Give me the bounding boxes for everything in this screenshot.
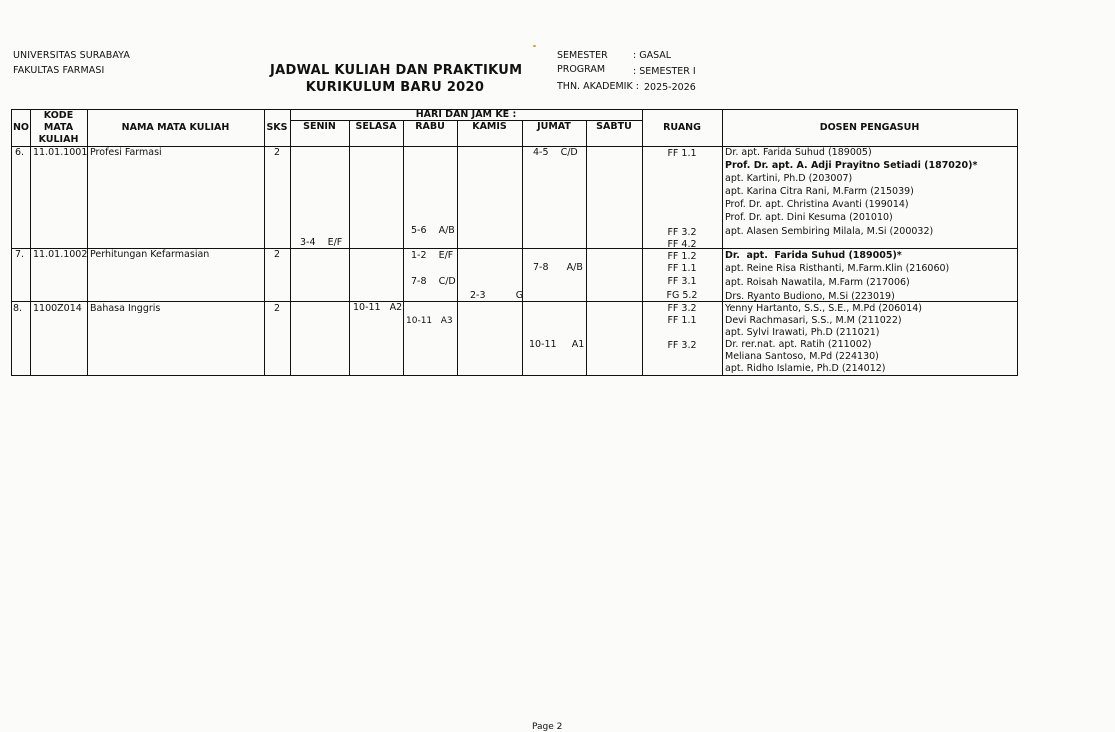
lecturer-name: Dr. apt. Farida Suhud (189005)* <box>725 250 902 261</box>
row-no: 7. <box>15 249 25 260</box>
header-sks: SKS <box>266 122 288 133</box>
header-dosen: DOSEN PENGASUH <box>819 122 920 133</box>
col-line <box>349 120 350 376</box>
row-jumat: 7-8 A/B <box>533 262 583 273</box>
col-line <box>290 109 291 376</box>
lecturer-name: apt. Sylvi Irawati, Ph.D (211021) <box>725 327 880 338</box>
page-title: JADWAL KULIAH DAN PRAKTIKUM <box>270 63 523 78</box>
row-ruang: FF 1.1 <box>667 148 697 159</box>
row-nama: Profesi Farmasi <box>90 147 162 158</box>
row-no: 6. <box>15 147 25 158</box>
header-jumat: JUMAT <box>537 121 571 132</box>
semester-label: SEMESTER <box>557 50 608 61</box>
lecturer-name: Meliana Santoso, M.Pd (224130) <box>725 351 879 362</box>
lecturer-name: apt. Roisah Nawatila, M.Farm (217006) <box>725 277 910 288</box>
lecturer-name: Dr. rer.nat. apt. Ratih (211002) <box>725 339 872 350</box>
lecturer-name: Drs. Ryanto Budiono, M.Si (223019) <box>725 291 895 302</box>
col-line <box>586 120 587 376</box>
lecturer-name: apt. Reine Risa Risthanti, M.Farm.Klin (216060) <box>725 263 950 274</box>
lecturer-name: Prof. Dr. apt. A. Adji Prayitno Setiadi (187020)* <box>725 160 978 171</box>
row-nama: Bahasa Inggris <box>90 303 161 314</box>
row-jumat: 4-5 C/D <box>533 147 578 158</box>
row-ruang: FF 4.2 <box>667 239 697 250</box>
lecturer-name: apt. Alasen Sembiring Milala, M.Si (200032) <box>725 226 934 237</box>
col-line <box>11 109 12 376</box>
col-line <box>522 120 523 376</box>
row-ruang: FF 3.2 <box>667 340 697 351</box>
header-senin: SENIN <box>303 121 336 132</box>
row-ruang: FF 1.1 <box>667 263 697 274</box>
header-no: NO <box>12 122 30 133</box>
ink-speck <box>533 45 536 47</box>
row-nama: Perhitungan Kefarmasian <box>90 249 210 260</box>
header-kamis: KAMIS <box>472 121 507 132</box>
row-sks: 2 <box>274 303 281 314</box>
semester-value: : GASAL <box>633 50 672 61</box>
header-kode-2: MATA <box>43 122 74 133</box>
col-line <box>722 109 723 376</box>
col-line <box>30 109 31 376</box>
lecturer-name: apt. Karina Citra Rani, M.Farm (215039) <box>725 186 914 197</box>
row-jumat: 10-11 A1 <box>529 339 585 350</box>
row-ruang: FF 1.1 <box>667 315 697 326</box>
header-kode-1: KODE <box>43 110 74 121</box>
col-line <box>457 120 458 376</box>
header-nama: NAMA MATA KULIAH <box>121 122 230 133</box>
row-ruang: FF 1.2 <box>667 251 697 262</box>
col-line <box>403 120 404 376</box>
row-rabu: 1-2 E/F <box>411 250 454 261</box>
page-number: Page 2 <box>532 722 563 732</box>
header-hari: HARI DAN JAM KE : <box>415 109 517 120</box>
lecturer-name: Yenny Hartanto, S.S., S.E., M.Pd (206014) <box>725 303 923 314</box>
lecturer-name: Devi Rachmasari, S.S., M.M (211022) <box>725 315 902 326</box>
row-ruang: FF 3.2 <box>667 227 697 238</box>
row-rabu: 5-6 A/B <box>411 225 455 236</box>
row-kode: 11.01.1001 <box>33 147 88 158</box>
program-label: PROGRAM <box>557 64 606 75</box>
header-ruang: RUANG <box>663 122 701 133</box>
row-sks: 2 <box>274 147 281 158</box>
faculty-name: FAKULTAS FARMASI <box>13 65 105 76</box>
row-rabu: 7-8 C/D <box>411 276 456 287</box>
row-no: 8. <box>13 303 23 314</box>
lecturer-name: Dr. apt. Farida Suhud (189005) <box>725 147 872 158</box>
col-line <box>1017 109 1018 376</box>
lecturer-name: Prof. Dr. apt. Dini Kesuma (201010) <box>725 212 893 223</box>
row-kamis: 2-3 G <box>470 290 524 301</box>
header-sabtu: SABTU <box>596 121 632 132</box>
row-senin: 3-4 E/F <box>300 237 343 248</box>
lecturer-name: apt. Ridho Islamie, Ph.D (214012) <box>725 363 886 374</box>
header-kode-3: KULIAH <box>38 134 79 145</box>
row-rabu: 10-11 A3 <box>406 316 453 326</box>
header-selasa: SELASA <box>355 121 397 132</box>
row-selasa: 10-11 A2 <box>353 302 403 313</box>
row-ruang: FF 3.1 <box>667 276 697 287</box>
row-kode: 11.01.1002 <box>33 249 88 260</box>
col-line <box>264 109 265 376</box>
row-ruang: FG 5.2 <box>666 290 698 301</box>
lecturer-name: Prof. Dr. apt. Christina Avanti (199014) <box>725 199 909 210</box>
row-kode: 1100Z014 <box>33 303 82 314</box>
page-subtitle: KURIKULUM BARU 2020 <box>305 80 485 95</box>
program-value: : SEMESTER I <box>633 66 696 77</box>
header-rabu: RABU <box>415 121 445 132</box>
lecturer-name: apt. Kartini, Ph.D (203007) <box>725 173 853 184</box>
row-ruang: FF 3.2 <box>667 303 697 314</box>
university-name: UNIVERSITAS SURABAYA <box>13 50 130 61</box>
table-border-bottom <box>11 375 1018 376</box>
year-value: 2025-2026 <box>644 82 696 93</box>
year-label: THN. AKADEMIK : <box>557 81 639 92</box>
row-sks: 2 <box>274 249 281 260</box>
